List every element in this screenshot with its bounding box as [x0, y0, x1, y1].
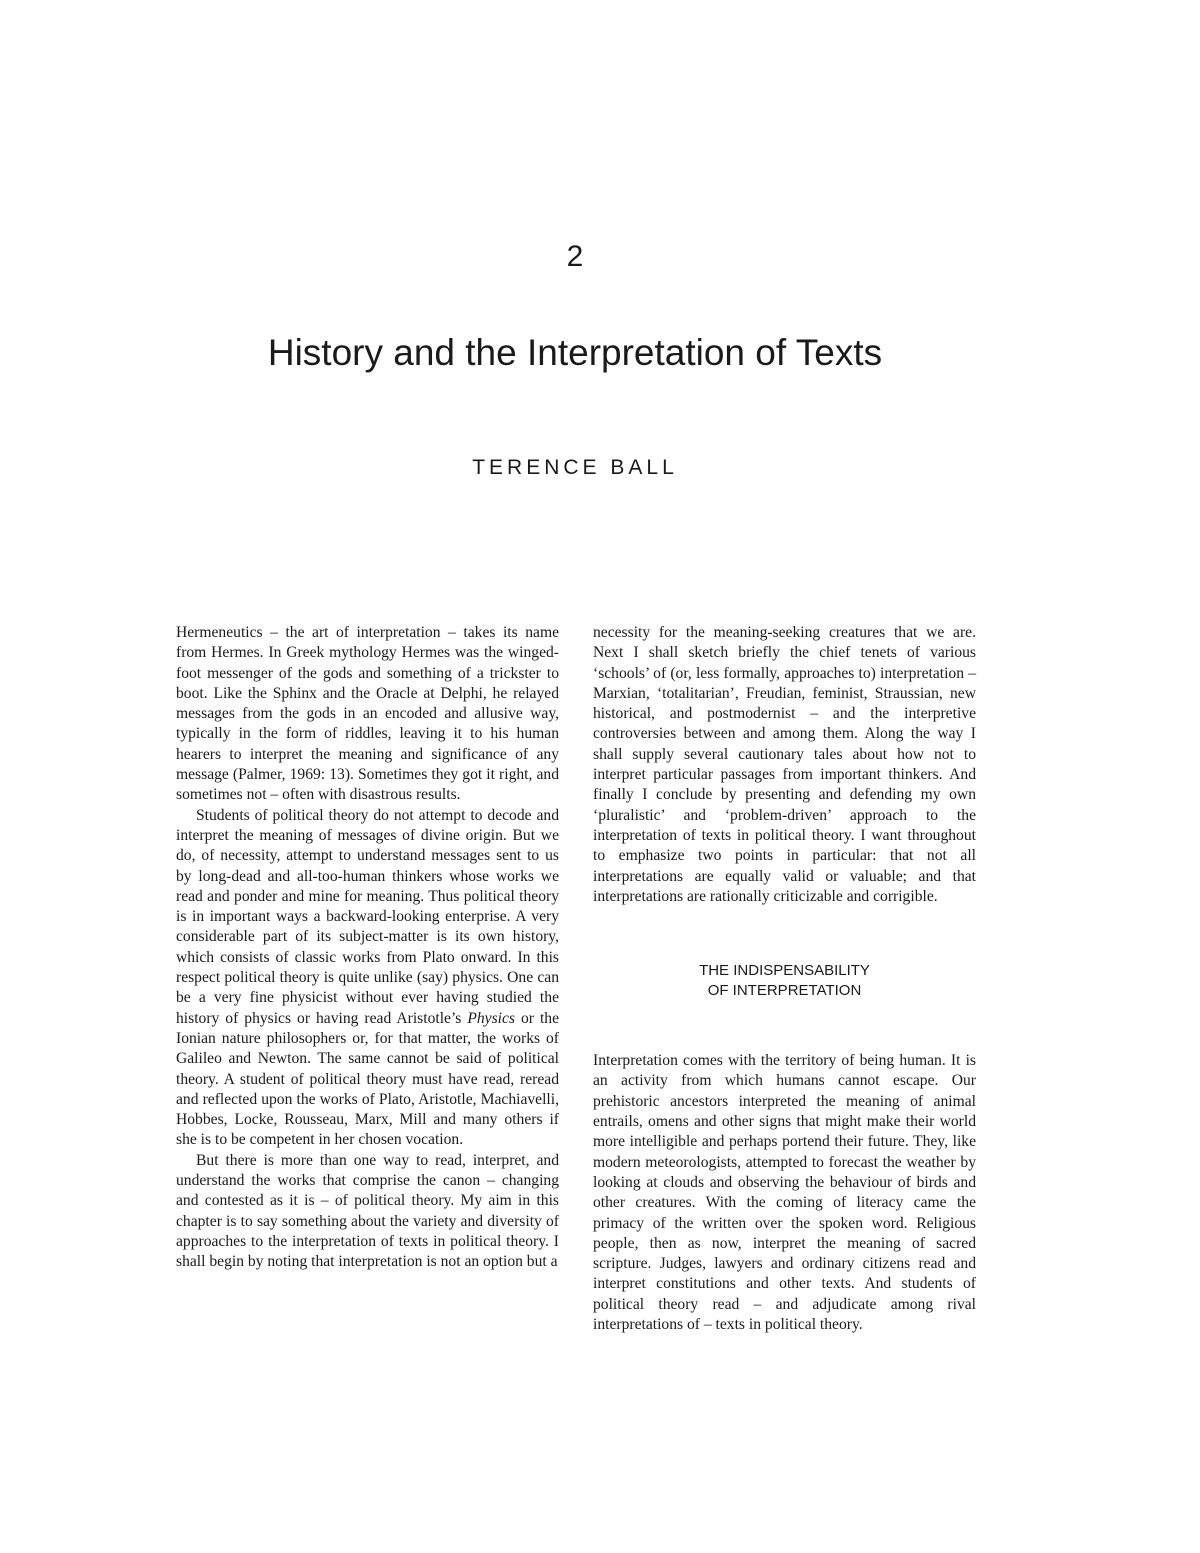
paragraph-political-theory-history [176, 806, 559, 1151]
paragraph-continuation: necessity for the meaning-seeking creatures that we are. Next I shall sketch briefly the chief tenets of various ‘schools’ of (or, less formally, approaches to) interpretation – Marxian, ‘totalitarian’, Freudian, feminist, Straussian, new historical, and postmodernist – and the interpretive controversies between and among them. Along the way I shall supply several cautionary tales about how not to interpret particular passages from important thinkers. And finally I conclude by presenting and defending my own ‘pluralistic’ and ‘problem-driven’ approach to the interpretation of texts in political theory. I want throughout to emphasize two points in particular: that not all interpretations are equally valid or valuable; and that interpretations are rationally criticizable and corrigible. [593, 624, 976, 905]
italic-title-physics: Physics [467, 1009, 515, 1027]
paragraph-text-before-italic: Students of political theory do not attempt to decode and interpret the meaning of messages of divine origin. But we do, of necessity, attempt to understand messages sent to us by long-dead and all-too-human thinkers whose works we read and ponder and mine for meaning. Thus political theory is in important ways a backward-looking enterprise. A very considerable part of its subject-matter is its own history, which consists of classic works from Plato onward. In this respect political theory is quite unlike (say) physics. One can be a very fine physicist without ever having studied the history of physics or having read Aristotle’s [176, 806, 559, 1027]
section-heading-line-1: THE INDISPENSABILITY [699, 962, 870, 980]
chapter-author: TERENCE BALL [472, 456, 678, 479]
paragraph-text-after-italic: or the Ionian nature philosophers or, for that matter, the works of Galileo and Newton. The same cannot be said of political theory. A student of political theory must have read, reread and reflected upon the works of Plato, Aristotle, Machiavelli, Hobbes, Locke, Rousseau, Marx, Mill and many others if she is to be competent in her chosen vocation. [176, 1009, 559, 1149]
section-heading-line-2: OF INTERPRETATION [707, 982, 862, 1000]
left-column [176, 623, 559, 1273]
paragraph-interpretation-human: Interpretation comes with the territory of being human. It is an activity from which humans cannot escape. Our prehistoric ancestors interpreted the meaning of animal entrails, omens and other signs that might make their world more intelligible and perhaps portend their future. They, like modern meteorologists, attempted to forecast the weather by looking at clouds and observing the behaviour of birds and other creatures. With the coming of literacy came the primacy of the written over the spoken word. Religious people, then as now, interpret the meaning of sacred scripture. Judges, lawyers and ordinary citizens read and interpret constitutions and other texts. And students of political theory read – and adjudicate among rival interpretations of – texts in political theory. [593, 1052, 976, 1334]
chapter-title: History and the Interpretation of Texts [267, 332, 883, 373]
right-column [593, 623, 976, 1335]
chapter-number: 2 [566, 240, 584, 273]
paragraph-chapter-aim: But there is more than one way to read, interpret, and understand the works that comprise the canon – changing and contested as it is – of political theory. My aim in this chapter is to say something about the variety and diversity of approaches to the interpretation of texts in political theory. I shall begin by noting that interpretation is not an option but a [176, 1151, 559, 1271]
paragraph-hermeneutics: Hermeneutics – the art of interpretation – takes its name from Hermes. In Greek mythology Hermes was the winged-foot messenger of the gods and something of a trickster to boot. Like the Sphinx and the Oracle at Delphi, he relayed messages from the gods in an encoded and allusive way, typically in the form of riddles, leaving it to his human hearers to interpret the meaning and significance of any message (Palmer, 1969: 13). Sometimes they got it right, and sometimes not – often with disastrous results. [176, 624, 559, 804]
section-heading [593, 961, 976, 1001]
